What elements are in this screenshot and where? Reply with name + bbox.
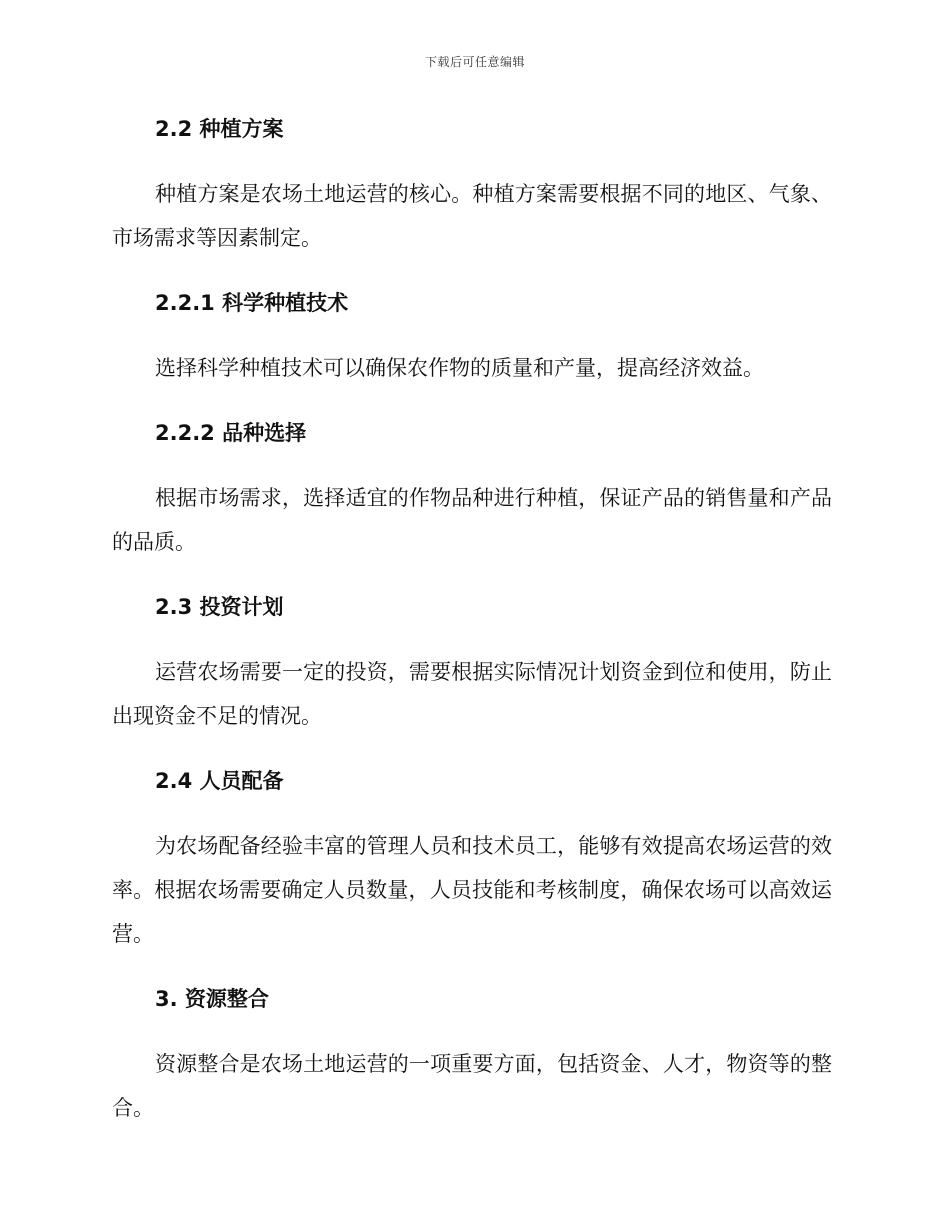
- section-3: [112, 982, 832, 1130]
- section-2-2-2: [112, 416, 832, 564]
- section-2-2-1: [112, 286, 832, 390]
- section-paragraph: 为农场配备经验丰富的管理人员和技术员工，能够有效提高农场运营的效率。根据农场需要确定人员数量，人员技能和考核制度，确保农场可以高效运营。: [112, 834, 832, 946]
- section-paragraph: 选择科学种植技术可以确保农作物的质量和产量，提高经济效益。: [155, 356, 764, 380]
- section-paragraph: 运营农场需要一定的投资，需要根据实际情况计划资金到位和使用，防止出现资金不足的情况。: [112, 660, 832, 728]
- section-2-2: [112, 112, 832, 260]
- section-paragraph: 资源整合是农场土地运营的一项重要方面，包括资金、人才，物资等的整合。: [112, 1052, 832, 1120]
- section-paragraph: 根据市场需求，选择适宜的作物品种进行种植，保证产品的销售量和产品的品质。: [112, 486, 832, 554]
- document-body: [112, 112, 832, 1130]
- section-2-3: [112, 590, 832, 738]
- section-heading: 2.2 种植方案: [155, 117, 284, 141]
- section-heading: 2.3 投资计划: [155, 595, 284, 619]
- section-heading: 2.2.1 科学种植技术: [155, 291, 349, 315]
- section-heading: 3. 资源整合: [155, 987, 269, 1011]
- section-2-4: [112, 764, 832, 956]
- section-heading: 2.4 人员配备: [155, 769, 284, 793]
- section-paragraph: 种植方案是农场土地运营的核心。种植方案需要根据不同的地区、气象、市场需求等因素制定。: [112, 182, 832, 250]
- header-note: 下载后可任意编辑: [424, 55, 525, 69]
- section-heading: 2.2.2 品种选择: [155, 421, 307, 445]
